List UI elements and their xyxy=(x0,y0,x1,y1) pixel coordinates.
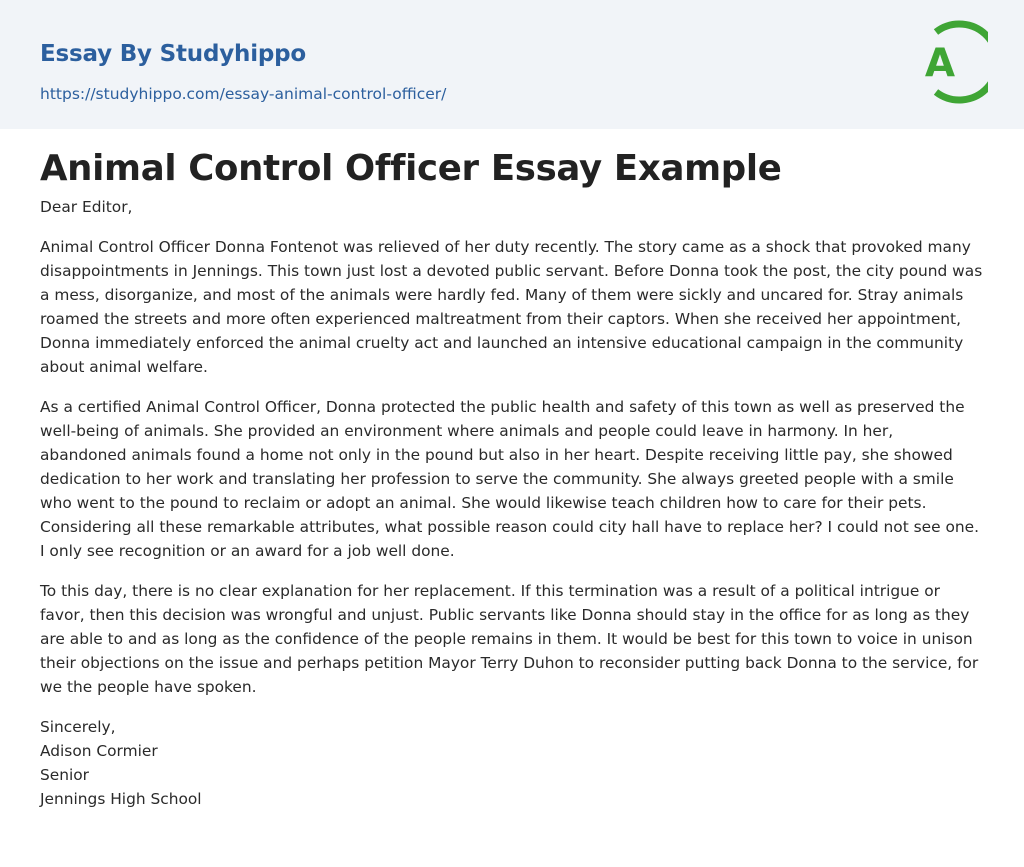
page-title: Animal Control Officer Essay Example xyxy=(40,148,782,189)
author-role: Senior xyxy=(40,766,90,784)
site-brand[interactable]: Essay By Studyhippo xyxy=(40,41,307,67)
logo-letter: A xyxy=(924,41,956,86)
article xyxy=(0,129,1024,811)
paragraph-2: As a certified Animal Control Officer, Donna protected the public health and safety of this town as well as preserved the well-being of animals. She provided an environment where animals and people could leave in harmony. In her, abandoned animals found a home not only in the pound but also in her heart. Despite receiving little pay, she showed dedication to her work and translating her profession to serve the community. She always greeted people with a smile who went to the pound to reclaim or adopt an animal. She would likewise teach children how to care for their pets. Considering all these remarkable attributes, what possible reason could city hall have to replace her? I could not see one. I only see recognition or an award for a job well done. xyxy=(40,398,980,560)
letter-closing xyxy=(40,715,984,811)
paragraph-1: Animal Control Officer Donna Fontenot was relieved of her duty recently. The story came as a shock that provoked many disappointments in Jennings. This town just lost a devoted public servant. Before Donna took the post, the city pound was a mess, disorganize, and most of the animals were hardly fed. Many of them were sickly and uncared for. Stray animals roamed the streets and more often experienced maltreatment from their captors. When she received her appointment, Donna immediately enforced the animal cruelty act and launched an intensive educational campaign in the community about animal welfare. xyxy=(40,238,983,376)
studyhippo-logo-icon[interactable] xyxy=(912,18,988,106)
paragraph-3: To this day, there is no clear explanation for her replacement. If this termination was a result of a political intrigue or favor, then this decision was wrongful and unjust. Public servants like Donna should stay in the office for as long as they are able to and as long as the confidence of the people remains in them. It would be best for this town to voice in unison their objections on the issue and perhaps petition Mayor Terry Duhon to reconsider putting back Donna to the service, for we the people have spoken. xyxy=(40,582,979,696)
site-header xyxy=(0,0,1024,129)
signoff: Sincerely, xyxy=(40,718,116,736)
salutation: Dear Editor, xyxy=(40,198,133,216)
author-name: Adison Cormier xyxy=(40,742,158,760)
essay-url-link[interactable]: https://studyhippo.com/essay-animal-control-officer/ xyxy=(40,85,447,103)
author-school: Jennings High School xyxy=(40,790,202,808)
